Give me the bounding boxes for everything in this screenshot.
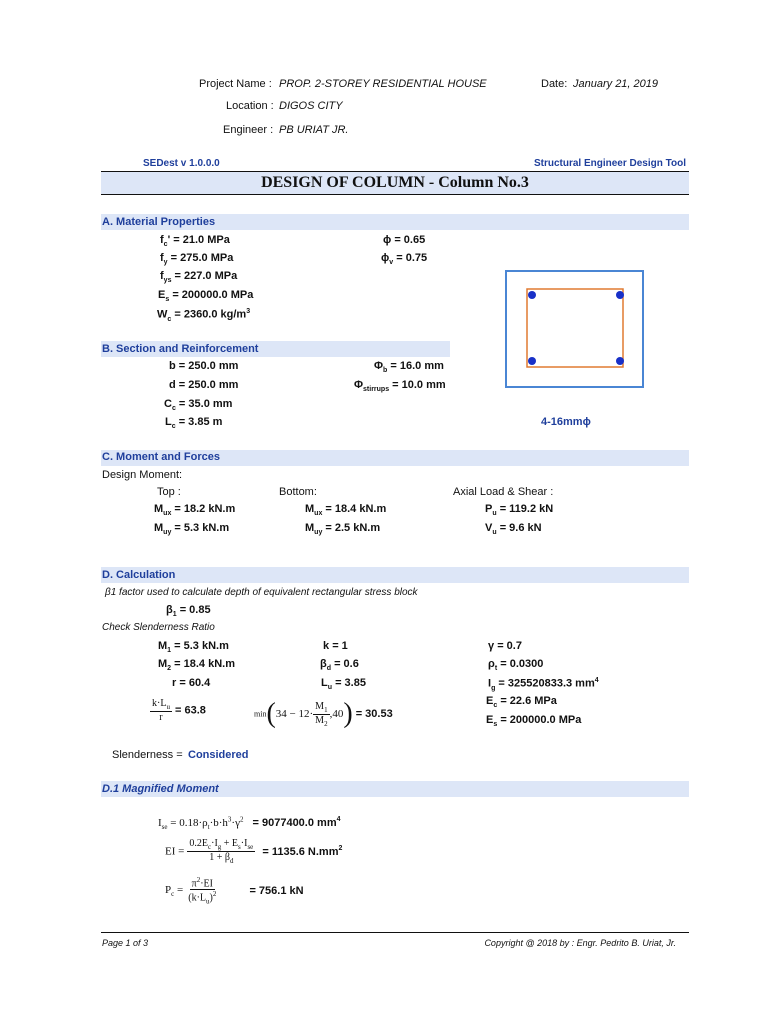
pu-row: $P_u = 119.2$ kN (485, 503, 554, 518)
b-row: b = 250.0 mm (169, 360, 239, 372)
ig-value: = 325520833.3 mm (498, 677, 595, 690)
rebar-dot (616, 357, 624, 365)
section-heading-section: B. Section and Reinforcement (102, 343, 259, 355)
cc-value: = 35.0 mm (178, 398, 233, 410)
pc-formula: $P_c$ = $\frac{\pi^2\cdot EI}{(k\cdot L_u)^2}$ = 756.1 kN (165, 876, 304, 906)
beta-note: β1 factor used to calculate depth of equivalent rectangular stress block (105, 587, 418, 598)
engineer-value: PB URIAT JR. (279, 124, 349, 136)
pu-value: = 119.2 kN (499, 503, 554, 515)
es-row: $E_s = 200000.0$ MPa (158, 289, 254, 304)
d-row: d = 250.0 mm (169, 379, 239, 391)
fy-row: $f_y = 275.0$ MPa (160, 252, 234, 267)
location-value: DIGOS CITY (279, 100, 343, 112)
es-value: = 200000.0 MPa (172, 289, 254, 301)
bd-row: $\beta_d = 0.6$ (320, 658, 359, 673)
section-heading-calculation: D. Calculation (102, 569, 176, 581)
software-version: SEDest v 1.0.0.0 (143, 158, 220, 169)
location-label: Location : (226, 100, 274, 112)
date-value: January 21, 2019 (573, 78, 659, 90)
beta1-value: = 0.85 (179, 604, 211, 616)
project-name-label: Project Name : (199, 78, 272, 90)
slenderness-value: Considered (188, 749, 249, 761)
wc-value: = 2360.0 kg/m (174, 308, 247, 321)
k-row: k = 1 (323, 640, 348, 652)
es2-value: = 200000.0 MPa (500, 714, 582, 726)
ig-row: $I_g = 325520833.3$ $mm^4$ (488, 677, 599, 692)
k-value: = 1 (332, 640, 348, 652)
es2-row: $E_s = 200000.0$ MPa (486, 714, 582, 729)
section-heading-moments: C. Moment and Forces (102, 451, 220, 463)
section-heading-material: A. Material Properties (102, 216, 216, 228)
phib-value: = 16.0 mm (390, 360, 444, 372)
rebar-label: 4-16mmϕ (541, 416, 591, 428)
lu-value: = 3.85 (335, 677, 366, 689)
rebar-dot (528, 291, 536, 299)
rebar-dot (528, 357, 536, 365)
project-name-value: PROP. 2-STOREY RESIDENTIAL HOUSE (279, 78, 487, 90)
lc-value: = 3.85 m (178, 416, 223, 428)
fys-row: $f_{ys} = 227.0$ MPa (160, 270, 238, 285)
phib-row: $\Phi_b = 16.0$ mm (374, 360, 444, 375)
phi-value: = 0.65 (394, 234, 426, 246)
fy-value: = 275.0 MPa (170, 252, 234, 264)
klr-fraction: $\frac{k\cdot L_u}{r}$ (152, 698, 170, 723)
ei-formula: EI = $\frac{0.2E_c\cdot I_g + E_s\cdot I_{se}}{1 + \beta_d}$ = 1135.6 $N.mm^2$ (165, 838, 343, 865)
date-label: Date: (541, 78, 568, 90)
top-label: Top : (157, 486, 181, 498)
ei-value: = 1135.6 N.mm (262, 845, 339, 858)
pc-value: = 756.1 kN (249, 884, 304, 897)
ec-row: $E_c = 22.6$ MPa (486, 695, 557, 710)
r-row: r = 60.4 (172, 677, 211, 689)
ei-fraction: $\frac{0.2E_c\cdot I_g + E_s\cdot I_{se}}{1 + \beta_d}$ (189, 838, 254, 865)
beta1-row: $\beta_1 = 0.85$ (166, 604, 211, 619)
design-moment-label: Design Moment: (102, 469, 183, 481)
cc-row: $C_c = 35.0$ mm (164, 398, 233, 413)
column-section-diagram (505, 270, 645, 390)
muy-bot-value: = 2.5 kN.m (325, 522, 381, 534)
klr-formula (150, 698, 206, 723)
footer-rule (101, 932, 689, 933)
pc-fraction: $\frac{\pi^2\cdot EI}{(k\cdot L_u)^2}$ (188, 876, 217, 906)
lc-row: $L_c = 3.85$ m (165, 416, 223, 431)
page-number: Page 1 of 3 (102, 938, 149, 948)
m2-row: $M_2 = 18.4$ kN.m (158, 658, 235, 673)
bottom-label: Bottom: (279, 486, 317, 498)
rhot-value: = 0.0300 (500, 658, 544, 670)
phiv-row: $\phi_v = 0.75$ (381, 252, 428, 267)
m2-value: = 18.4 kN.m (174, 658, 235, 670)
m1-value: = 5.3 kN.m (174, 640, 229, 652)
vu-value: = 9.6 kN (499, 522, 542, 534)
min-value: = 30.53 (355, 708, 393, 720)
axial-shear-label: Axial Load & Shear : (453, 486, 554, 498)
fc-value: = 21.0 MPa (173, 234, 230, 246)
slenderness-label: Slenderness = (112, 749, 183, 761)
b-value: = 250.0 mm (178, 360, 239, 372)
gamma-row: γ = 0.7 (488, 640, 522, 652)
software-tagline: Structural Engineer Design Tool (533, 158, 686, 169)
wc-row: $W_c = 2360.0$ $kg/m^3$ (157, 308, 251, 323)
ise-formula: $I_{se} = 0.18\cdot\rho_t\cdot b\cdot h^3\cdot\gamma^2 = 9077400.0$ $mm^4$ (158, 815, 341, 831)
r-value: = 60.4 (179, 677, 211, 689)
gamma-value: = 0.7 (497, 640, 522, 652)
slenderness-note: Check Slenderness Ratio (102, 622, 215, 633)
ec-value: = 22.6 MPa (500, 695, 557, 707)
muy-top-row: $M_{uy} = 5.3$ kN.m (154, 522, 230, 537)
fc-row: $f_c' = 21.0$ MPa (160, 234, 230, 249)
mux-bot-row: $M_{ux} = 18.4$ kN.m (305, 503, 387, 518)
muy-bot-row: $M_{uy} = 2.5$ kN.m (305, 522, 381, 537)
mux-bot-value: = 18.4 kN.m (325, 503, 387, 515)
section-band-calculation (101, 567, 689, 583)
engineer-label: Engineer : (223, 124, 274, 136)
mux-top-row: $M_{ux} = 18.2$ kN.m (154, 503, 236, 518)
d-value: = 250.0 mm (178, 379, 239, 391)
m1-m2-fraction: $\frac{M_1}{M_2}$ (315, 700, 328, 728)
vu-row: $V_u = 9.6$ kN (485, 522, 542, 537)
m1-row: $M_1 = 5.3$ kN.m (158, 640, 229, 655)
ise-value: = 9077400.0 mm (252, 816, 337, 829)
fys-value: = 227.0 MPa (174, 270, 238, 282)
klr-value: = 63.8 (175, 704, 206, 717)
rebar-dot (616, 291, 624, 299)
copyright: Copyright @ 2018 by : Engr. Pedrito B. Uriat, Jr. (484, 938, 676, 948)
phis-value: = 10.0 mm (392, 379, 446, 391)
rhot-row: $\rho_t = 0.0300$ (488, 658, 544, 673)
mux-top-value: = 18.2 kN.m (174, 503, 236, 515)
phis-row: $\Phi_{stirrups} = 10.0$ mm (354, 379, 446, 394)
stirrup-outline (527, 289, 623, 367)
phiv-value: = 0.75 (396, 252, 428, 264)
page-title: DESIGN OF COLUMN - Column No.3 (261, 174, 529, 191)
muy-top-value: = 5.3 kN.m (174, 522, 230, 534)
phi-row: ϕ = 0.65 (383, 234, 426, 246)
section-heading-magnified: D.1 Magnified Moment (102, 783, 219, 795)
lu-row: $L_u = 3.85$ (321, 677, 366, 692)
bd-value: = 0.6 (334, 658, 359, 670)
min-formula: min(34 − 12· $\frac{M_1}{M_2}$ ,40) = 30.53 (254, 698, 393, 729)
